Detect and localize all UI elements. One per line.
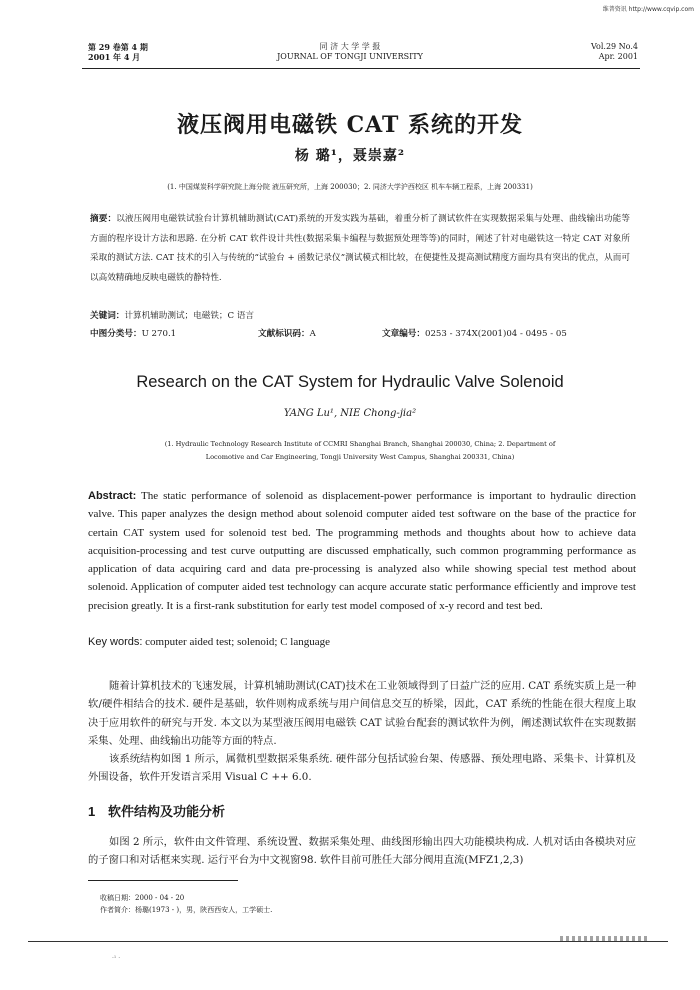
journal-name-en: JOURNAL OF TONGJI UNIVERSITY [277,52,423,61]
page-bottom-divider [28,941,668,942]
section-title: 软件结构及功能分析 [108,804,226,819]
page-marks: ·¹ · [112,955,121,962]
keywords-en-label: Key words: [88,636,143,648]
authors-cn: 杨 璐¹，聂崇嘉² [294,148,406,164]
keywords-en-text: computer aided test; solenoid; C language [145,636,330,648]
keywords-cn-label: 关键词： [90,311,125,321]
document-code: 文献标识码：A [258,329,316,339]
body-paragraph-intro: 随着计算机技术的飞速发展，计算机辅助测试(CAT)技术在工业领域得到了日益广泛的应用. CAT 系统实质上是一种软/硬件相结合的技术. 硬件是基础，软件则构成系统与用户间信息交互的桥梁，因此，CAT 系统的性能在很大程度上取决于应用软件的研究与开发. 本文以为某型液压阀用电磁铁 CAT 试验台配套的测试软件为例，阐述测试软件在实现数据采集、处理、曲线输出功能等方面的特点. [88,680,636,747]
abstract-cn-label: 摘要： [90,214,117,224]
body-paragraph-structure: 该系统结构如图 1 所示，属微机型数据采集系统. 硬件部分包括试验台架、传感器、预处理电路、采集卡、计算机及外围设备，软件开发语言采用 Visual C ++ 6.0. [88,753,636,784]
clc-number: 中图分类号：U 270.1 [90,329,177,339]
journal-name-cn: 同 济 大 学 学 报 [319,42,381,51]
footnote-received: 收稿日期：2000 - 04 - 20 [100,894,185,902]
watermark: 维普资讯 http://www.cqvip.com [602,6,694,13]
scan-artifact [560,936,650,941]
abstract-cn-text: 以液压阀用电磁铁试验台计算机辅助测试(CAT)系统的开发实践为基础，着重分析了测试软件在实现数据采集与处理、曲线输出功能等方面的程序设计方法和思路. 在分析 CAT 软件设计共性(数据采集卡编程与数据预处理等等)的同时，阐述了针对电磁铁这一特定 CAT 对象所采取的测试方法. CAT 技术的引入与传统的“试验台 + 函数记录仪”测试模式相比较，在便捷性及提高测试精度方面均具有突出的优点，从而可以高效精确地反映电磁铁的静特性. [90,214,630,283]
affiliation-cn: (1. 中国煤炭科学研究院上海分院 液压研究所，上海 200030；2. 同济大学沪西校区 机车车辆工程系，上海 200331) [167,183,533,191]
section-number: 1 [88,804,96,819]
issue-date: 2001 年 4 月 [88,52,141,62]
abstract-cn [90,210,630,288]
section-heading [88,801,225,820]
abstract-en-text: The static performance of solenoid as displacement-power performance is important to hydraulic direction valve. This paper analyzes the design method about solenoid computer aided test software on the base of the practice for certain CAT system used for solenoid test bed. The programming methods and thoughts about how to achieve data acquisition-processing and test curve outputting are discussed emphatically, such common programming performance as application of data acquiring card and data pre-processing is analyzed also while showing special test method about solenoid. Application of computer aided test technology can acqure accurate static performance efficiently and improve test precision greatly. It is a first-rank substitution for early test model composed of x-y record and test bed. [88,490,636,612]
issue-volume-en: Vol.29 No.4 [591,42,638,51]
article-number: 文章编号：0253 - 374X(2001)04 - 0495 - 05 [382,329,567,339]
footnote-divider [88,880,238,881]
keywords-en [88,636,330,648]
issue-info-en [591,42,638,62]
paper-title-en: Research on the CAT System for Hydraulic Valve Solenoid [136,373,564,391]
paper-title-cn: 液压阀用电磁铁 CAT 系统的开发 [176,112,524,138]
authors-en: YANG Lu¹, NIE Chong-jia² [283,408,417,419]
affiliation-en [160,438,560,464]
abstract-en-label: Abstract: [88,490,137,502]
footnote-author-bio: 作者简介：杨璐(1973 - )，男，陕西西安人，工学硕士. [100,906,273,914]
classification-row [90,327,630,345]
affiliation-en-line2: Locomotive and Car Engineering, Tongji University West Campus, Shanghai 200331, China) [205,453,515,461]
issue-volume: 第 29 卷第 4 期 [88,42,148,52]
affiliation-en-line1: (1. Hydraulic Technology Research Institute of CCMRI Shanghai Branch, Shanghai 200030, China; 2. Department of [164,440,556,448]
keywords-cn-text: 计算机辅助测试；电磁铁；C 语言 [124,311,255,321]
issue-date-en: Apr. 2001 [598,52,638,61]
abstract-en [88,487,636,615]
keywords-cn [90,307,630,327]
header-divider [82,68,640,69]
body-paragraph-software: 如图 2 所示，软件由文件管理、系统设置、数据采集处理、曲线图形输出四大功能模块构成. 人机对话由各模块对应的子窗口和对话框来实现. 运行平台为中文视窗98. 软件目前可胜任大部分阀用直流(MFZ1,2,3) [88,836,636,867]
